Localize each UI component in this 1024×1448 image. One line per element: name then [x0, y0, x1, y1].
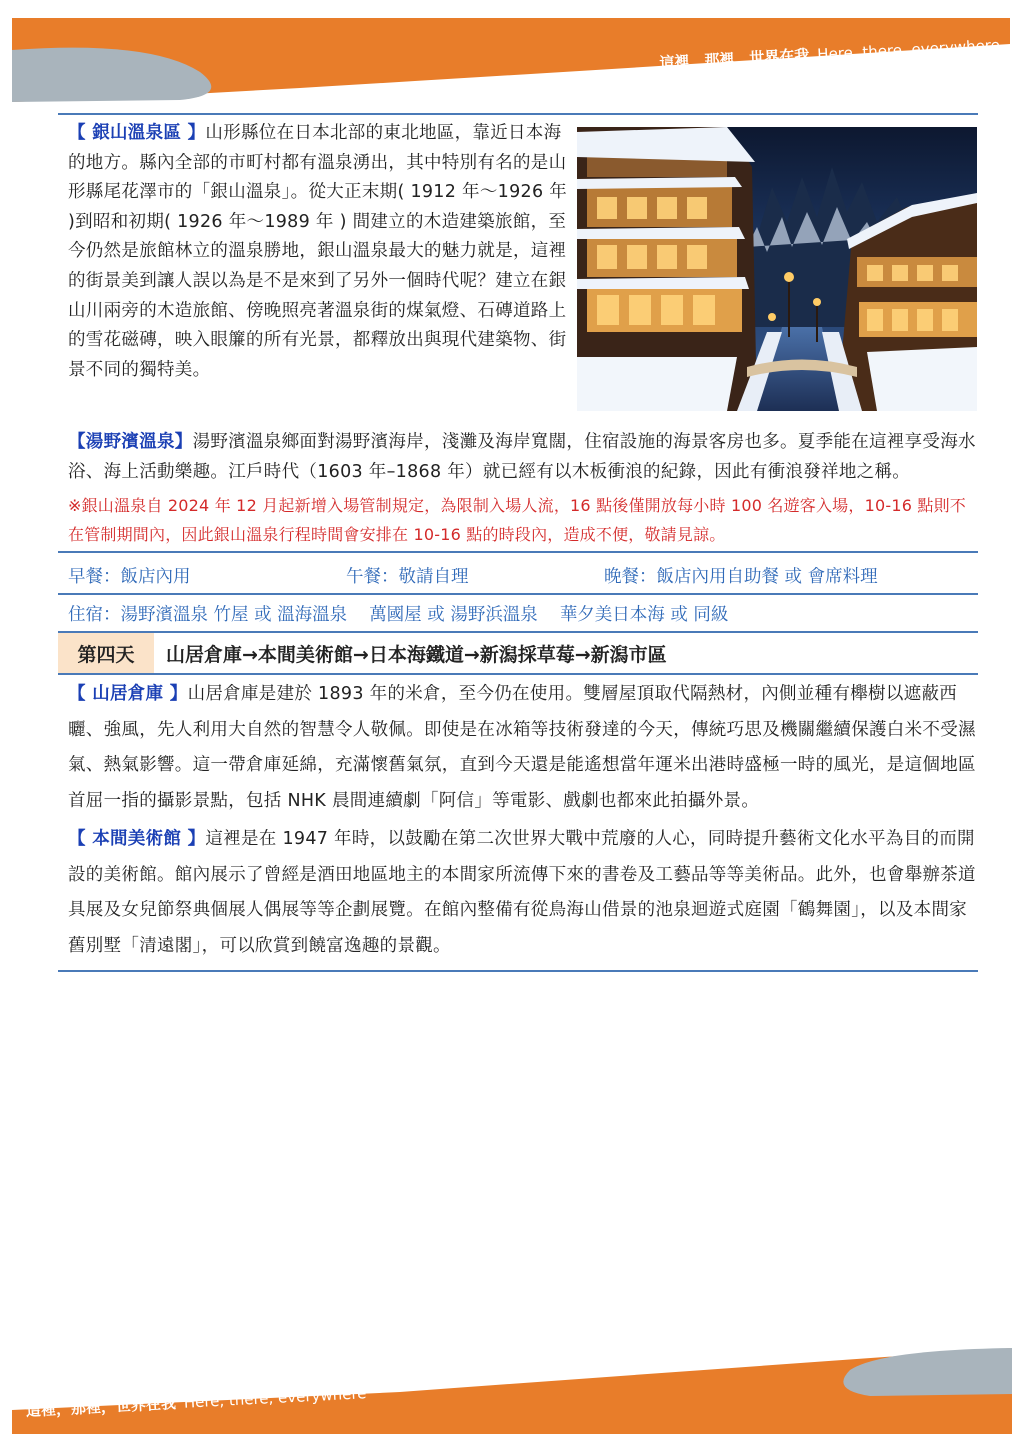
day-header: [58, 633, 978, 673]
yunohama-paragraph: 【湯野濱溫泉】湯野濱溫泉鄉面對湯野濱海岸，淺灘及海岸寬闊，住宿設施的海景客房也多。夏季能在這裡享受海水浴、海上活動樂趣。江戶時代（1603 年–1868 年）就已經有以木板衝浪的紀錄，因此有衝浪發祥地之稱。: [68, 432, 976, 482]
ginzan-paragraph: 【 銀山溫泉區 】山形縣位在日本北部的東北地區，靠近日本海的地方。縣內全部的市町村都有溫泉湧出，其中特別有名的是山形縣尾花澤市的「銀山溫泉」。從大正末期( 1912 年～1926 年 )到昭和初期( 1926 年～1989 年 ) 間建立的木造建築旅館，至今仍然是旅館林立的溫泉勝地，銀山溫泉最大的魅力就是，這裡的街景美到讓人誤以為是不是來到了另外一個時代呢？建立在銀山川兩旁的木造旅館、傍晚照亮著溫泉街的煤氣燈、石磚道路上的雪花磁磚，映入眼簾的所有光景，都釋放出與現代建築物、街景不同的獨特美。: [68, 123, 568, 380]
footer-banner-shape: [0, 1330, 1024, 1448]
header-slogan: 這裡，那裡，世界在我 Here, there, everywhere: [659, 36, 1001, 72]
ginzan-onsen-photo: [577, 127, 977, 411]
lodging-option-2: 萬國屋 或 湯野浜溫泉: [369, 604, 538, 625]
page-footer: [0, 1330, 1024, 1448]
divider: [58, 551, 978, 553]
lodging-option-3: 華夕美日本海 或 同級: [559, 604, 729, 625]
page-header: [0, 0, 1024, 110]
sankyo-paragraph: 【 山居倉庫 】山居倉庫是建於 1893 年的米倉，至今仍在使用。雙層屋頂取代隔熱材，內側並種有櫸樹以遮蔽西曬、強風，先人利用大自然的智慧令人敬佩。即使是在冰箱等技術發達的今天，傳統巧思及機關繼續保護白米不受濕氣、熱氣影響。這一帶倉庫延綿，充滿懷舊氣氛，直到今天還是能遙想當年運米出港時盛極一時的風光，是這個地區首屈一指的攝影景點，包括 NHK 晨間連續劇「阿信」等電影、戲劇也都來此拍攝外景。: [68, 684, 976, 811]
ginzan-section: [58, 115, 978, 427]
divider: [58, 970, 978, 972]
footer-slogan: 這裡，那裡，世界在我 Here, there, everywhere: [25, 1384, 367, 1420]
divider: [58, 673, 978, 675]
lodging-option-1: 住宿：湯野濱溫泉 竹屋 或 溫海溫泉: [68, 604, 348, 625]
homma-paragraph: 【 本間美術館 】這裡是在 1947 年時，以鼓勵在第二次世界大戰中荒廢的人心，同時提升藝術文化水平為目的而開設的美術館。館內展示了曾經是酒田地區地主的本間家所流傳下來的書卷及工藝品等等美術品。此外，也會舉辦茶道具展及女兒節祭典個展人偶展等等企劃展覽。在館內整備有從鳥海山借景的池泉迴遊式庭園「鶴舞園」，以及本間家舊別墅「清遠閣」，可以欣賞到饒富逸趣的景觀。: [68, 829, 976, 956]
ginzan-keyword: 【 銀山溫泉區 】: [68, 123, 206, 143]
breakfast-info: 早餐：飯店內用: [68, 566, 191, 587]
homma-keyword: 【 本間美術館 】: [68, 829, 206, 849]
sankyo-keyword: 【 山居倉庫 】: [68, 684, 188, 704]
entry-notice: ※銀山溫泉自 2024 年 12 月起新增入場管制規定，為限制入場人流，16 點後僅開放每小時 100 名遊客入場，10-16 點則不在管制期間內，因此銀山溫泉行程時間會安排在 10-16 點的時段內，造成不便，敬請見諒。: [68, 496, 966, 544]
yunohama-keyword: 【湯野濱溫泉】: [68, 432, 193, 452]
lodging-row: [58, 595, 978, 631]
page-content: [58, 113, 978, 972]
meals-row: [58, 557, 978, 593]
lunch-info: 午餐：敬請自理: [346, 566, 469, 587]
day-title: 山居倉庫→本間美術館→日本海鐵道→新潟採草莓→新潟市區: [166, 643, 667, 666]
day-badge: 第四天: [58, 633, 154, 673]
dinner-info: 晚餐：飯店內用自助餐 或 會席料理: [604, 566, 878, 587]
